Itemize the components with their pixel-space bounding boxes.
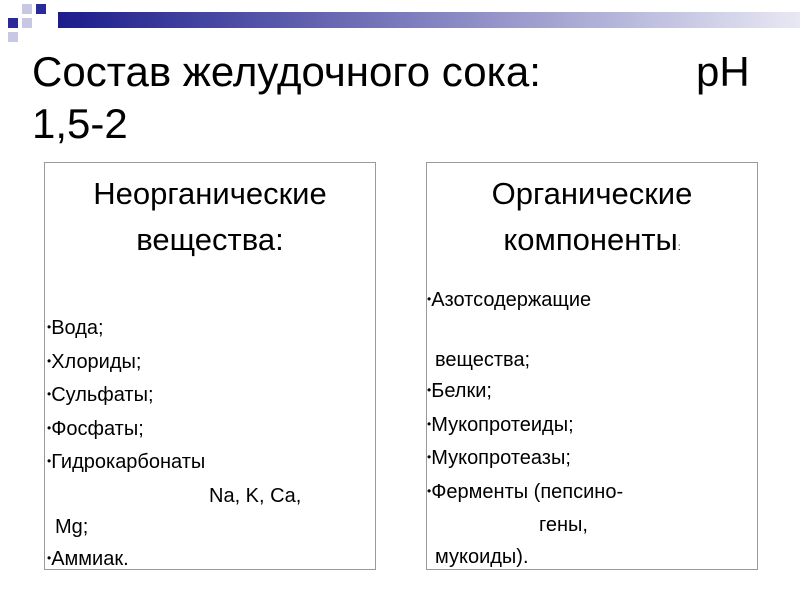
bullet-icon: • xyxy=(427,450,432,464)
bullet-icon: • xyxy=(47,387,52,401)
square-3 xyxy=(8,18,18,28)
bullet-icon: • xyxy=(47,454,52,468)
organic-heading xyxy=(427,171,757,271)
list-item: •Аммиак. xyxy=(47,547,129,570)
organic-box xyxy=(426,162,758,570)
bullet-icon: • xyxy=(47,420,52,435)
organic-heading-line-1: Органические xyxy=(491,176,693,211)
list-item: •Гидрокарбонаты xyxy=(47,451,206,473)
heading-colon: : xyxy=(677,242,681,253)
title-ph: pH xyxy=(696,48,750,95)
list-item: •Азотсодержащие xyxy=(427,289,592,311)
list-item: •Мукопротеазы; xyxy=(427,447,571,469)
bullet-icon: • xyxy=(47,353,52,368)
square-2 xyxy=(36,4,46,14)
inorganic-list xyxy=(47,313,301,577)
bullet-icon: • xyxy=(47,320,52,334)
list-spacer xyxy=(427,319,623,345)
inorganic-heading-line-1: Неорганические xyxy=(93,176,327,211)
square-4 xyxy=(22,18,32,28)
inorganic-heading xyxy=(45,171,375,263)
inorganic-box xyxy=(44,162,376,570)
enzymes-continuation-1: гены, xyxy=(539,514,588,536)
bullet-icon: • xyxy=(427,292,432,306)
inorganic-heading-line-2: вещества: xyxy=(136,222,284,257)
title-line-1: Состав желудочного сока: xyxy=(32,48,541,95)
organic-heading-line-2: компоненты: xyxy=(503,222,681,257)
bullet-icon: • xyxy=(47,550,52,565)
square-1 xyxy=(22,4,32,14)
bullet-icon: • xyxy=(427,483,432,498)
square-5 xyxy=(8,32,18,42)
list-item: •Сульфаты; xyxy=(47,384,154,406)
list-item: •Мукопротеиды; xyxy=(427,413,574,436)
title-line-2: 1,5-2 xyxy=(32,100,128,147)
bullet-icon: • xyxy=(427,416,432,431)
list-item: •Белки; xyxy=(427,380,492,402)
page-title xyxy=(32,46,772,150)
decorative-squares xyxy=(0,0,58,50)
organic-list xyxy=(427,285,623,573)
list-item: •Вода; xyxy=(47,317,104,339)
title-gradient-bar xyxy=(58,12,800,28)
list-item: •Фосфаты; xyxy=(47,417,144,440)
item-continuation: вещества; xyxy=(435,348,531,371)
list-item: •Хлориды; xyxy=(47,350,142,373)
list-item: •Ферменты (пепсино- xyxy=(427,480,624,503)
ions-line: Na, K, Ca, xyxy=(209,484,302,507)
ions-continuation: Mg; xyxy=(55,516,89,538)
bullet-icon: • xyxy=(427,383,432,397)
enzymes-continuation-2: мукоиды). xyxy=(435,545,529,568)
